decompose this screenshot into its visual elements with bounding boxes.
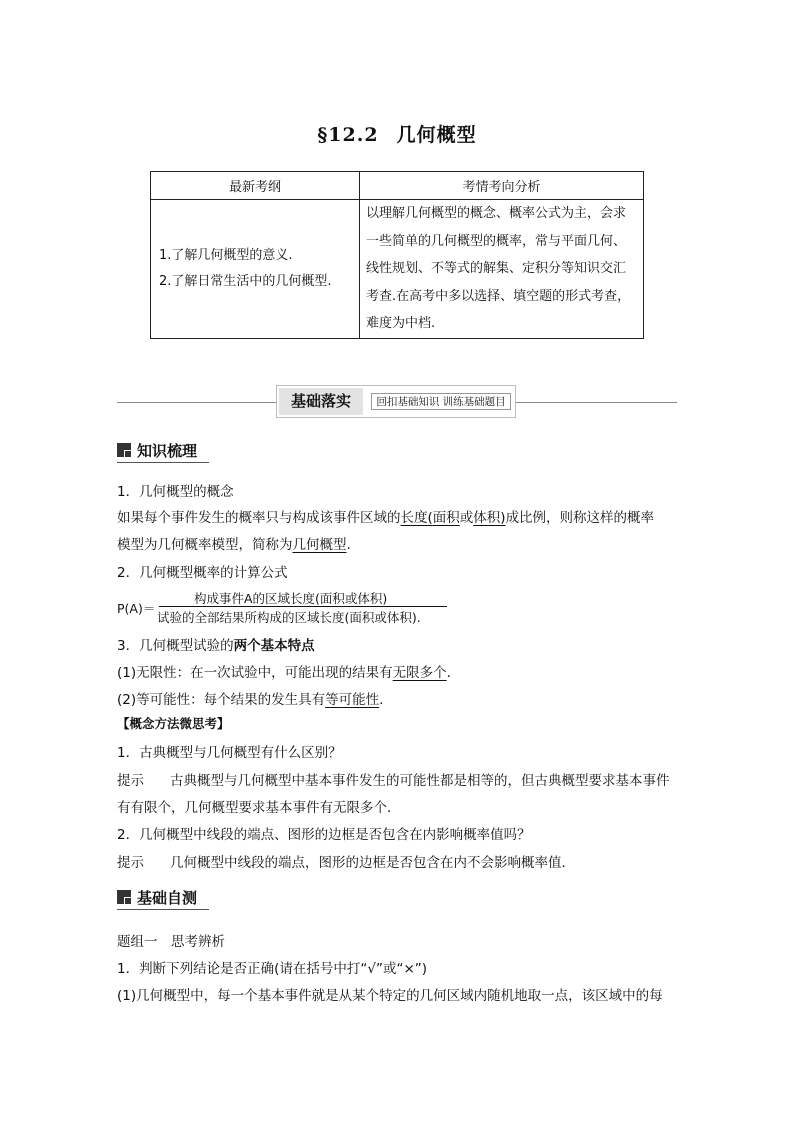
heading-underline — [117, 462, 209, 463]
page-title — [0, 120, 794, 147]
underlined-term: ) — [500, 510, 506, 526]
text-span: 如果每个事件发生的概率只与构成该事件区域的 — [117, 510, 401, 526]
item2-title: 2．几何概型概率的计算公式 — [117, 565, 288, 581]
text-span: 成比例，则称这样的概率 — [505, 510, 655, 526]
analysis-line: 一些简单的几何概型的概率，常与平面几何、 — [366, 233, 627, 249]
table-cell-right — [360, 200, 644, 339]
bold-term: 两个基本特点 — [233, 638, 315, 654]
table-cell-left — [151, 200, 360, 339]
table-header-right: 考情考向分析 — [360, 172, 644, 200]
text-span: 古典概型与几何概型中基本事件发生的可能性都是相等的，但古典概型要求基本事件 — [170, 773, 670, 789]
heading-square-inner — [125, 451, 131, 457]
banner-rule-right — [516, 402, 677, 403]
outline-line: 2.了解日常生活中的几何概型. — [159, 273, 332, 289]
text-span: . — [446, 665, 451, 681]
question1: 1．古典概型与几何概型有什么区别？ — [117, 745, 342, 761]
question2: 2．几何概型中线段的端点、图形的边框是否包含在内影响概率值吗？ — [117, 827, 531, 843]
underlined-term: 等可能性 — [325, 692, 380, 708]
hint-label: 提示 — [117, 855, 144, 871]
selftest-question1: 1．判断下列结论是否正确(请在括号中打“√”或“×”) — [117, 961, 428, 977]
selftest-question1-part1: (1)几何概型中，每一个基本事件就是从某个特定的几何区域内随机地取一点，该区域中的每 — [117, 988, 663, 1004]
analysis-line: 线性规划、不等式的解集、定积分等知识交汇 — [366, 261, 627, 276]
underlined-term: 无限多个 — [392, 665, 447, 681]
heading-text: 知识梳理 — [137, 442, 198, 460]
underlined-term: 面积 — [432, 510, 460, 526]
table-header-left: 最新考纲 — [151, 172, 360, 200]
exam-outline-table — [150, 171, 644, 339]
heading-text: 基础自测 — [137, 889, 198, 907]
section-banner — [276, 385, 516, 418]
answer1-line2: 有有限个，几何概型要求基本事件有无限多个． — [117, 800, 401, 816]
text-span: 3．几何概型试验的 — [117, 638, 234, 654]
text-span: 或 — [459, 510, 474, 526]
text-span: 几何概型中线段的端点，图形的边框是否包含在内不会影响概率值． — [170, 855, 575, 871]
text-span: 模型为几何概率模型，简称为 — [117, 537, 293, 553]
item3-title — [117, 634, 315, 654]
underlined-term: 几何概型 — [292, 537, 347, 553]
underlined-term: 体积 — [473, 510, 501, 526]
hint-label: 提示 — [117, 773, 144, 789]
fraction-bar — [159, 606, 447, 607]
outline-line: 1.了解几何概型的意义. — [159, 247, 293, 263]
text-span: . — [416, 610, 421, 625]
text-span: . — [346, 537, 351, 553]
item1-text-line1 — [117, 506, 654, 526]
underlined-term: 长度 — [400, 510, 428, 526]
heading-square-inner — [125, 898, 131, 904]
heading-underline — [117, 909, 209, 910]
analysis-line: 以理解几何概型的概念、概率公式为主，会求 — [366, 206, 627, 221]
underlined-term: ( — [427, 510, 433, 526]
section-name: 几何概型 — [396, 124, 477, 146]
item1-title: 1．几何概型的概念 — [117, 484, 234, 500]
answer1-line1 — [117, 769, 670, 789]
text-span: (2)等可能性：每个结果的发生具有 — [117, 692, 326, 708]
answer2-line1 — [117, 851, 575, 871]
analysis-line: 考查.在高考中多以选择、填空题的形式考查， — [366, 288, 631, 304]
banner-title: 基础落实 — [279, 388, 363, 415]
probability-formula — [117, 588, 497, 628]
analysis-line: 难度为中档. — [366, 316, 436, 331]
formula-numerator: 构成事件A的区域长度(面积或体积) — [194, 591, 388, 606]
formula-denominator — [157, 608, 421, 626]
group-title: 题组一 思考辨析 — [117, 934, 225, 950]
formula-lhs: P(A)＝ — [117, 601, 156, 616]
feature2 — [117, 688, 383, 708]
banner-rule-left — [117, 402, 276, 403]
think-heading: 【概念方法微思考】 — [117, 716, 230, 731]
item1-text-line2 — [117, 533, 351, 553]
text-span: 试验的全部结果所构成的区域长度(面积或体积) — [157, 610, 417, 625]
feature1 — [117, 661, 451, 681]
banner-subtitle: 回扣基础知识 训练基础题目 — [371, 393, 511, 410]
text-span: (1)无限性：在一次试验中，可能出现的结果有 — [117, 665, 393, 681]
text-span: . — [379, 692, 384, 708]
section-number: §12.2 — [317, 124, 379, 146]
